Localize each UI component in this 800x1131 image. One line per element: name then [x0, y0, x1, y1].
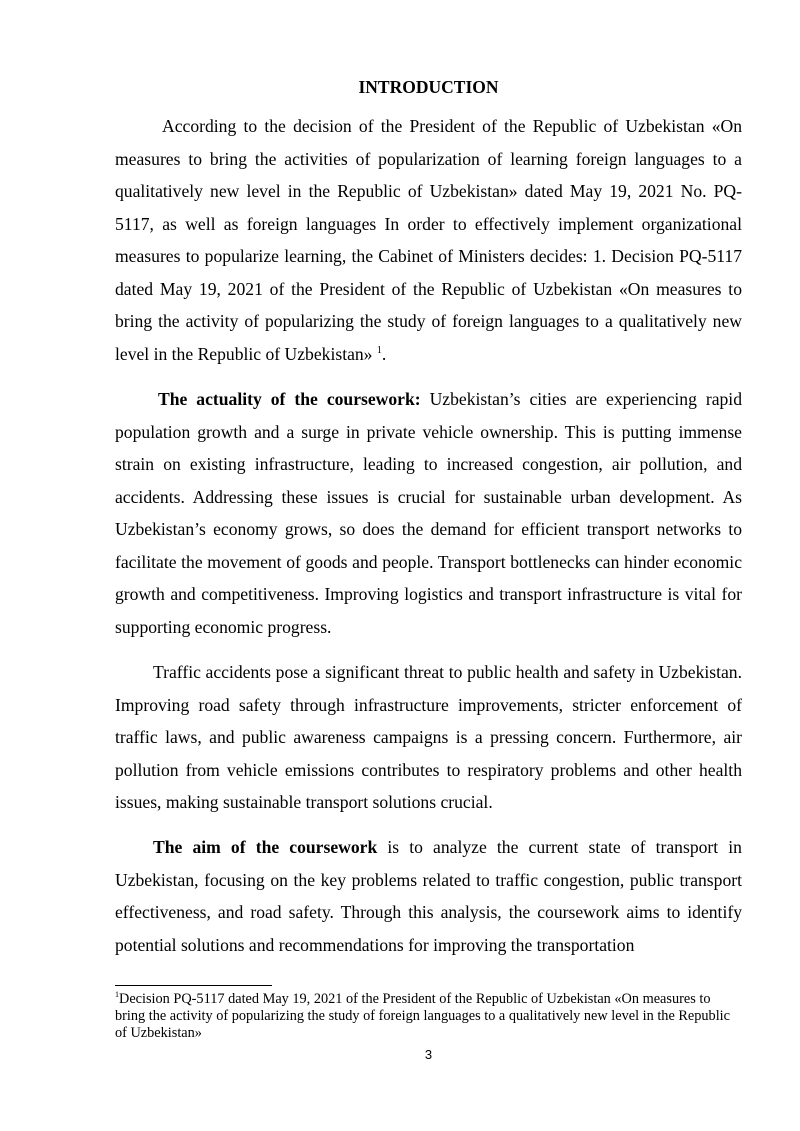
footnote-marker: 1 — [115, 990, 119, 1000]
page-title: INTRODUCTION — [358, 77, 499, 97]
paragraph-aim — [115, 831, 742, 961]
page-number: 3 — [424, 1047, 433, 1062]
paragraph-lead: The aim of the coursework — [153, 837, 378, 857]
paragraph-text: Uzbekistan’s cities are experiencing rapid population growth and a surge in private vehicle ownership. This is putting immense strain on existing infrastructure, leading to increased congestion, air pollution, and accidents. Addressing these issues is crucial for sustainable urban development. As Uzbekistan’s economy grows, so does the demand for efficient transport networks to facilitate the movement of goods and people. Transport bottlenecks can hinder economic growth and competitiveness. Improving logistics and transport infrastructure is vital for supporting economic progress. — [115, 389, 742, 637]
paragraph-text: is to analyze the current state of transport in Uzbekistan, focusing on the key problems related to traffic congestion, public transport effectiveness, and road safety. Through this analysis, the coursework aims to identify potential solutions and recommendations for improving the transportation — [115, 837, 742, 955]
paragraph-text: According to the decision of the President of the Republic of Uzbekistan «On measures to bring the activities of popularization of learning foreign languages to a qualitatively new level in the Republic of Uzbekistan» dated May 19, 2021 No. PQ-5117, as well as foreign languages In order to effectively implement organizational measures to popularize learning, the Cabinet of Ministers decides: 1. Decision PQ-5117 dated May 19, 2021 of the President of the Republic of Uzbekistan «On measures to bring the activity of popularizing the study of foreign languages to a qualitatively new level in the Republic of Uzbekistan» — [115, 116, 742, 364]
paragraph-lead: The actuality of the coursework: — [158, 389, 421, 409]
paragraph-end: . — [381, 343, 387, 364]
footnote-reference[interactable]: 1 — [376, 344, 382, 356]
footnote — [115, 991, 742, 1042]
paragraph-traffic-accidents — [115, 656, 742, 819]
footnote-separator — [115, 985, 272, 986]
paragraph-actuality — [115, 383, 742, 643]
footnote-text: Decision PQ-5117 dated May 19, 2021 of the President of the Republic of Uzbekistan «On measures to bring the activity of popularizing the study of foreign languages to a qualitatively new level in the Republic of Uzbekistan» — [115, 991, 730, 1041]
paragraph-text: Traffic accidents pose a significant threat to public health and safety in Uzbekistan. Improving road safety through infrastructure improvements, stricter enforcement of traffic laws, and public awareness campaigns is a pressing concern. Furthermore, air pollution from vehicle emissions contributes to respiratory problems and other health issues, making sustainable transport solutions crucial. — [115, 662, 742, 812]
paragraph-decision — [115, 110, 742, 370]
